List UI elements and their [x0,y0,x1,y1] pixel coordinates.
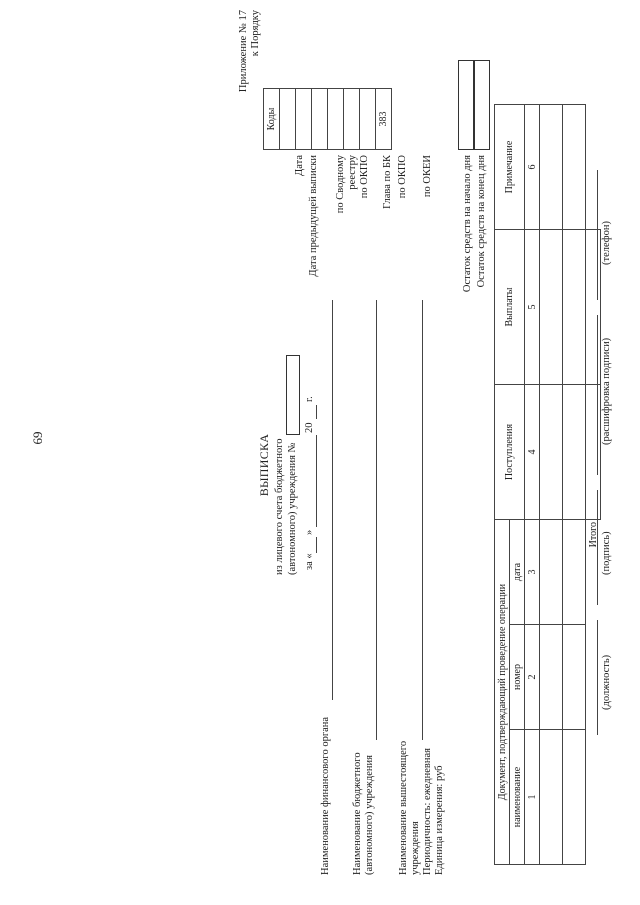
signature-caption: (подпись) [601,531,612,575]
balance-start-label: Остаток средств на начало дня [462,155,473,293]
cell[interactable] [540,230,563,385]
total-row [586,105,601,865]
th-document-group: Документ, подтверждающий проведение операции [495,520,510,865]
codes-header: Коды [264,89,280,150]
label-svod2: реестру [347,155,358,190]
position-caption: (должность) [601,654,612,710]
code-glava-bk[interactable] [344,89,360,150]
code-prev-date[interactable] [296,89,312,150]
page-number: 69 [30,431,45,445]
document-title: ВЫПИСКА [257,433,271,497]
total-label: Итого [587,522,599,548]
title-line2: (автономного) учреждения № [287,442,298,575]
th-date: дата [510,520,525,625]
total-empty [586,105,601,230]
vyshest-line[interactable] [422,300,423,740]
code-okpo-institution[interactable] [328,89,344,150]
operations-table [494,104,601,865]
label-date: Дата [294,155,305,176]
th-payments: Выплаты [495,230,525,385]
cell[interactable] [540,730,563,865]
date-mid: » [304,529,315,535]
code-okei: 383 [376,89,392,150]
signature-line[interactable] [597,490,598,605]
cell[interactable] [563,230,586,385]
label-okpo1: по ОКПО [359,155,370,199]
total-payments[interactable] [586,230,601,385]
table-row [540,105,563,865]
th-note: Примечание [495,105,525,230]
cell[interactable] [563,625,586,730]
balance-end-label: Остаток средств на конец дня [476,155,487,288]
cell[interactable] [540,520,563,625]
label-vyshest-2: учреждения [410,821,421,875]
code-date[interactable] [280,89,296,150]
col-num-2: 2 [525,625,540,730]
cell[interactable] [540,105,563,230]
th-receipts: Поступления [495,385,525,520]
position-line[interactable] [597,620,598,735]
appendix-line2: к Порядку [250,10,261,57]
cell[interactable] [540,385,563,520]
label-institution-1: Наименование бюджетного [352,752,363,875]
cell[interactable] [563,385,586,520]
code-svod-reestr[interactable] [312,89,328,150]
balance-end-box[interactable] [474,60,490,150]
label-periodicity: Периодичность: ежедневная [422,748,433,875]
account-number-box[interactable] [286,355,300,435]
codes-table [263,88,392,150]
year-blank[interactable] [316,405,317,419]
col-num-6: 6 [525,105,540,230]
code-okpo-vyshest[interactable] [360,89,376,150]
th-number: номер [510,625,525,730]
cell[interactable] [563,520,586,625]
label-okei: по ОКЕИ [422,155,433,198]
date-prefix: за « [304,553,315,570]
label-unit: Единица измерения: руб [434,765,445,875]
day-blank[interactable] [316,537,317,553]
institution-line[interactable] [376,300,377,740]
label-prev-date: Дата предыдущей выписки [308,155,319,277]
total-receipts[interactable] [586,385,601,520]
col-num-3: 3 [525,520,540,625]
title-line1: из лицевого счета бюджетного [274,438,285,575]
col-num-5: 5 [525,230,540,385]
rotated-statement-form [200,0,640,905]
label-svod1: по Сводному [335,155,346,214]
col-num-4: 4 [525,385,540,520]
fin-organ-line[interactable] [332,300,333,700]
phone-caption: (телефон) [601,221,612,265]
col-num-1: 1 [525,730,540,865]
balance-start-box[interactable] [458,60,474,150]
decode-line[interactable] [597,315,598,475]
table-row [563,105,586,865]
decode-caption: (расшифровка подписи) [601,337,612,445]
year-prefix: 20 [304,422,315,433]
label-glava: Глава по БК [382,155,393,209]
th-name: наименование [510,730,525,865]
cell[interactable] [563,730,586,865]
appendix-line1: Приложение № 17 [238,10,249,93]
label-vyshest-1: Наименование вышестоящего [398,740,409,875]
cell[interactable] [563,105,586,230]
year-suffix: г. [304,396,315,402]
cell[interactable] [540,625,563,730]
phone-line[interactable] [597,170,598,300]
label-fin-organ: Наименование финансового органа [320,716,331,875]
label-okpo2: по ОКПО [397,155,408,199]
month-blank[interactable] [316,435,317,527]
label-institution-2: (автономного) учреждения [364,755,375,875]
